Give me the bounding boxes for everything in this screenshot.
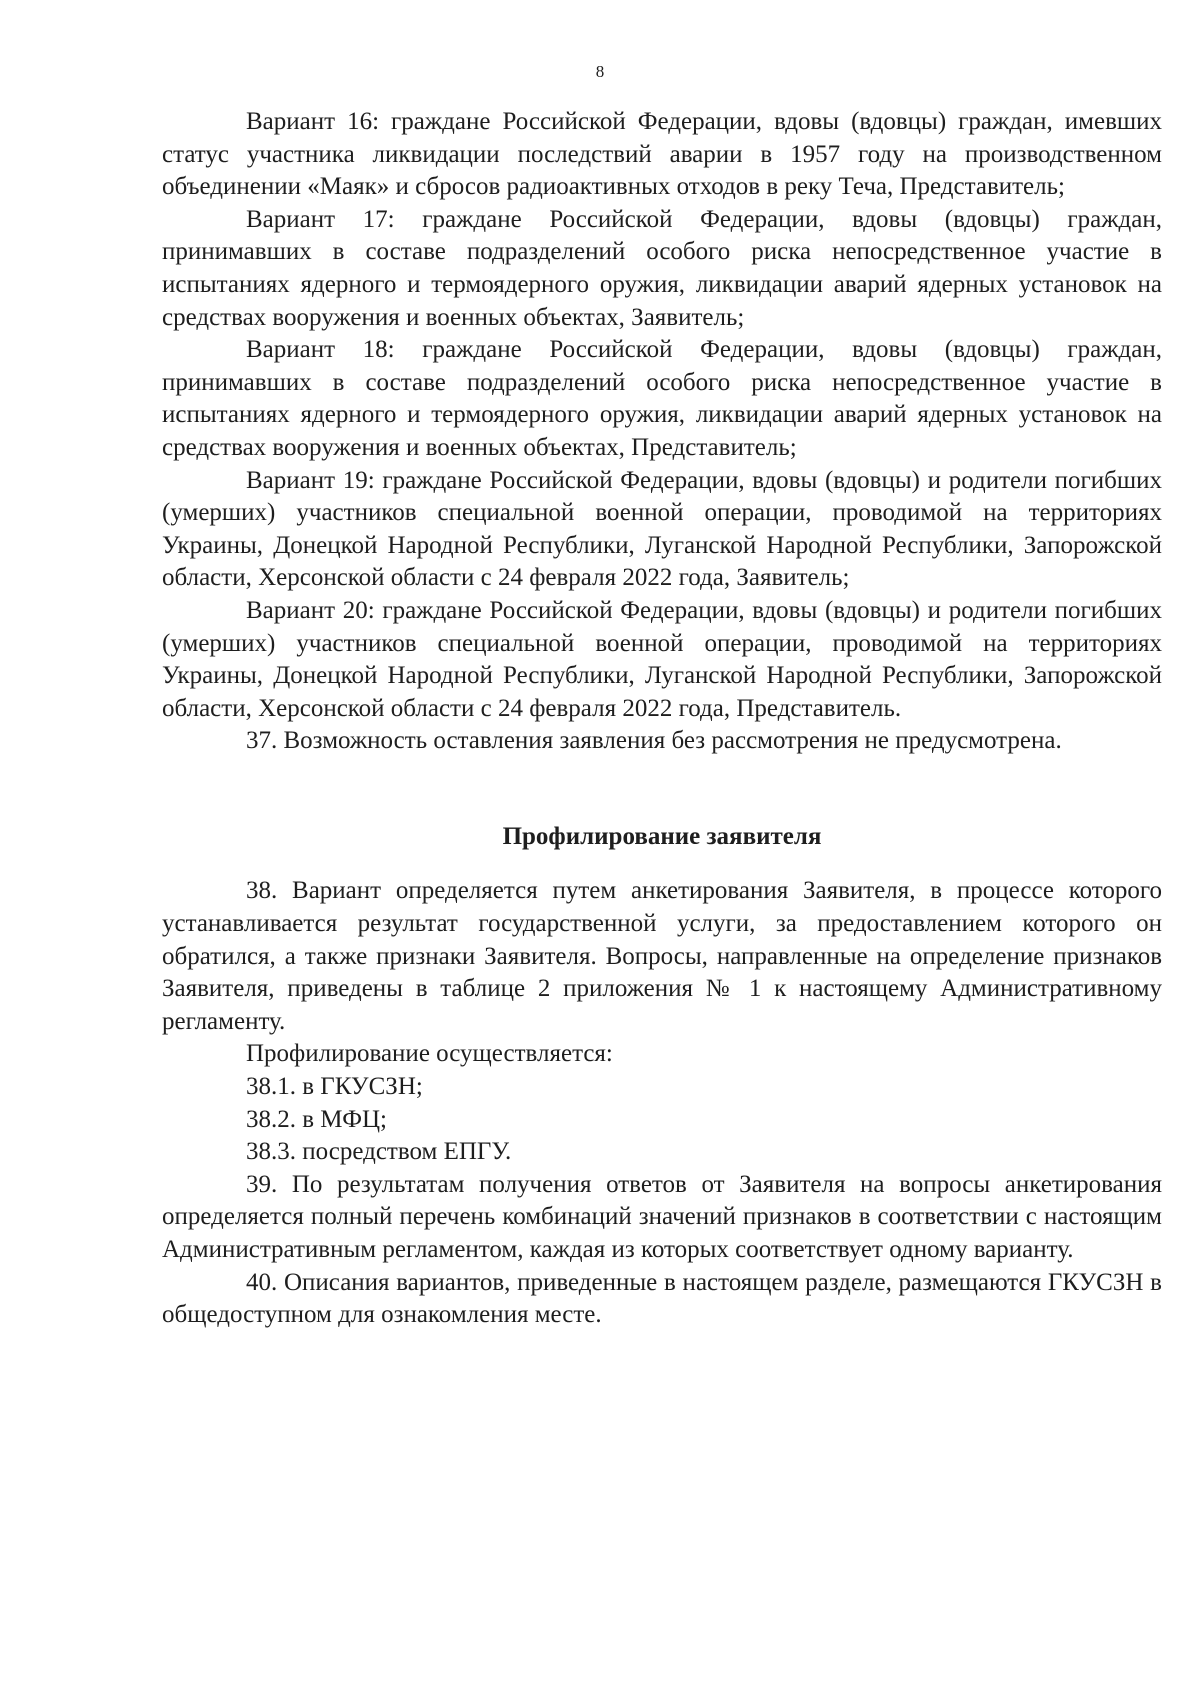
paragraph-37: 37. Возможность оставления заявления без рассмотрения не предусмотрена. bbox=[246, 727, 1062, 755]
paragraph-variant-20: Вариант 20: граждане Российской Федерации, вдовы (вдовцы) и родители погибших (умерших) участников специальной военной операции, проводимой на территориях Украины, Донецкой Народной Республики, Луганской Народной Республики, Запорожской области, Херсонской области с 24 февраля 2022 года, Представитель. bbox=[162, 596, 1162, 722]
page-number: 8 bbox=[595, 62, 605, 81]
paragraph-38-3: 38.3. посредством ЕПГУ. bbox=[246, 1138, 512, 1166]
paragraph-variant-16: Вариант 16: граждане Российской Федерации, вдовы (вдовцы) граждан, имевших статус участника ликвидации последствий аварии в 1957 году на производственном объединении «Маяк» и сбросов радиоактивных отходов в реку Теча, Представитель; bbox=[162, 108, 1162, 201]
paragraph-variant-19: Вариант 19: граждане Российской Федерации, вдовы (вдовцы) и родители погибших (умерших) участников специальной военной операции, проводимой на территориях Украины, Донецкой Народной Республики, Луганской Народной Республики, Запорожской области, Херсонской области с 24 февраля 2022 года, Заявитель; bbox=[162, 466, 1162, 592]
paragraph-variant-17: Вариант 17: граждане Российской Федерации, вдовы (вдовцы) граждан, принимавших в составе подразделений особого риска непосредственное участие в испытаниях ядерного и термоядерного оружия, ликвидации аварий ядерных установок на средствах вооружения и военных объектах, Заявитель; bbox=[162, 205, 1162, 331]
section-heading: Профилирование заявителя bbox=[502, 822, 822, 850]
paragraph-variant-18: Вариант 18: граждане Российской Федерации, вдовы (вдовцы) граждан, принимавших в составе подразделений особого риска непосредственное участие в испытаниях ядерного и термоядерного оружия, ликвидации аварий ядерных установок на средствах вооружения и военных объектах, Представитель; bbox=[162, 336, 1162, 461]
paragraph-profiling-intro: Профилирование осуществляется: bbox=[246, 1040, 613, 1068]
paragraph-39: 39. По результатам получения ответов от Заявителя на вопросы анкетирования определяется полный перечень комбинаций значений признаков в соответствии с настоящим Административным регламентом, каждая из которых соответствует одному варианту. bbox=[162, 1170, 1162, 1263]
document-body bbox=[162, 106, 1162, 1332]
paragraph-38-1: 38.1. в ГКУСЗН; bbox=[246, 1073, 423, 1101]
paragraph-40: 40. Описания вариантов, приведенные в настоящем разделе, размещаются ГКУСЗН в общедоступном для ознакомления месте. bbox=[162, 1268, 1162, 1329]
paragraph-38-2: 38.2. в МФЦ; bbox=[246, 1105, 387, 1133]
paragraph-38: 38. Вариант определяется путем анкетирования Заявителя, в процессе которого устанавливается результат государственной услуги, за предоставлением которого он обратился, а также признаки Заявителя. Вопросы, направленные на определение признаков Заявителя, приведены в таблице 2 приложения № 1 к настоящему Административному регламенту. bbox=[162, 877, 1162, 1035]
